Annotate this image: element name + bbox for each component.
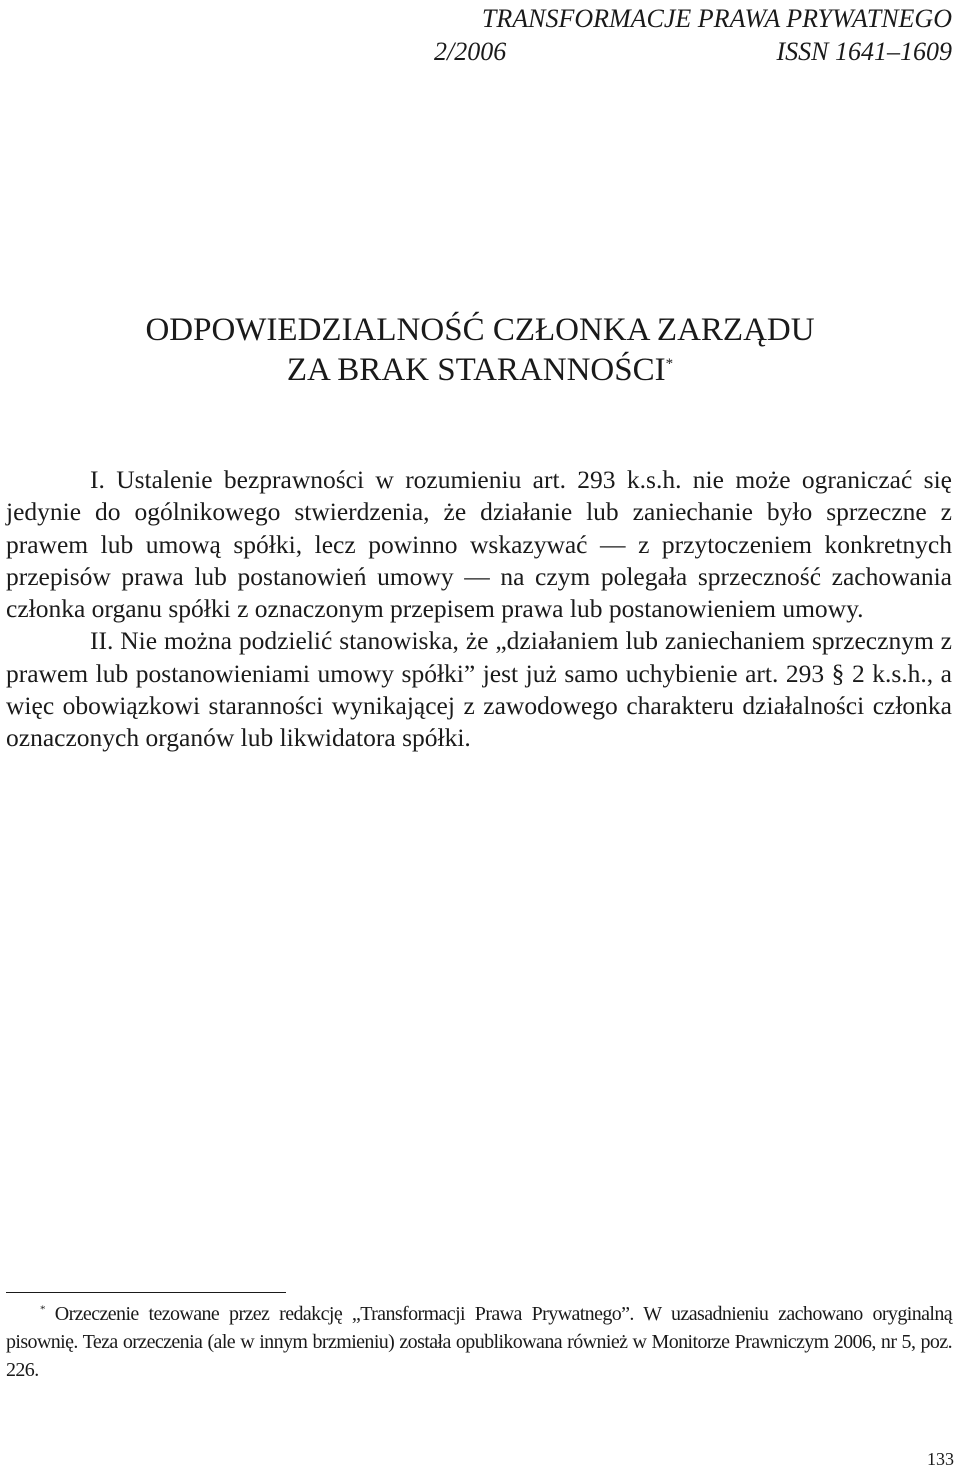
page-number: 133 — [927, 1449, 954, 1469]
issue-number: 2/2006 — [434, 37, 507, 66]
journal-title: TRANSFORMACJE PRAWA PRYWATNEGO — [481, 4, 952, 33]
title-line-2 — [0, 350, 960, 390]
footnote-mark: * — [40, 1303, 45, 1316]
thesis-paragraph-2: II. Nie można podzielić stanowiska, że „działaniem lub zaniechaniem sprzecznym z prawem lub postanowieniami umowy spółki” jest już samo uchybienie art. 293 § 2 k.s.h., a więc obowiązkowi staranności wynikającej z zawodowego charakteru działalności członka oznaczonych organów lub likwidatora spółki. — [6, 626, 952, 753]
title-line-2-text: ZA BRAK STARANNOŚCI — [286, 352, 666, 388]
footnote-paragraph — [6, 1300, 952, 1384]
article-title — [0, 310, 960, 390]
issue-line — [420, 35, 952, 68]
title-line-1: ODPOWIEDZIALNOŚĆ CZŁONKA ZARZĄDU — [145, 312, 815, 348]
footnote-divider — [6, 1292, 286, 1293]
article-body — [6, 464, 952, 755]
thesis-paragraph-1: I. Ustalenie bezprawności w rozumieniu art. 293 k.s.h. nie może ograniczać się jedynie do ogólnikowego stwierdzenia, że działanie lub zaniechanie było sprzeczne z prawem lub umową spółki, lecz powinno wskazywać — z przytoczeniem konkretnych przepisów prawa lub postanowień umowy — na czym polegała sprzeczność zachowania członka organu spółki z oznaczonym przepisem prawa lub postanowieniem umowy. — [6, 465, 952, 624]
running-header — [420, 2, 952, 68]
title-footnote-mark[interactable]: * — [665, 356, 674, 372]
footnote — [6, 1300, 952, 1384]
issn: ISSN 1641–1609 — [776, 37, 952, 66]
footnote-text: Orzeczenie tezowane przez redakcję „Transformacji Prawa Prywatnego”. W uzasadnieniu zachowano oryginalną pisownię. Teza orzeczenia (ale w innym brzmieniu) została opublikowana również w Monitorze Prawniczym 2006, nr 5, poz. 226. — [6, 1303, 953, 1381]
